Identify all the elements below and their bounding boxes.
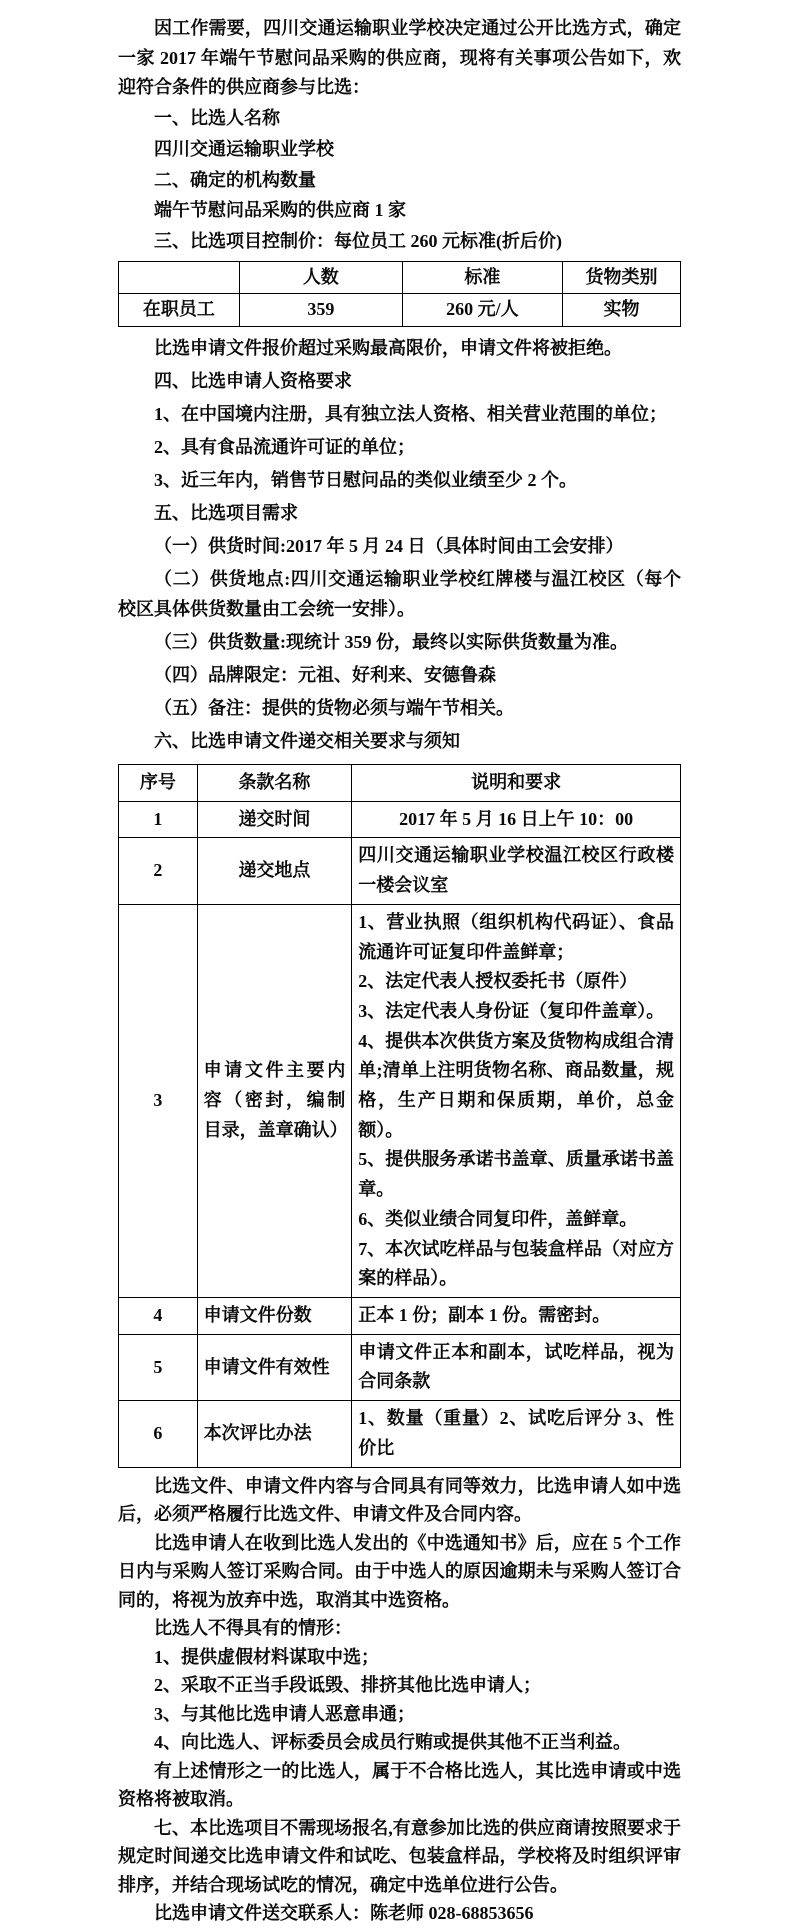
section-heading-5: 五、比选项目需求	[154, 503, 298, 524]
content-item-7: 7、本次试吃样品与包装盒样品（对应方案的样品）。	[358, 1238, 674, 1289]
clause-name-cell: 申请文件主要内容（密封，编制目录，盖章确认）	[197, 904, 352, 1297]
table-header-row	[119, 261, 681, 294]
closing-section	[118, 1472, 681, 1928]
clause-name-cell: 递交地点	[197, 838, 352, 904]
clause-header-cell: 条款名称	[197, 765, 352, 802]
prohibited-item-2: 2、采取不正当手段诋毁、排挤其他比选申请人；	[154, 1675, 541, 1695]
clause-name-cell: 申请文件份数	[197, 1297, 352, 1334]
clause-name-cell: 申请文件有效性	[197, 1334, 352, 1400]
contract-signing-paragraph: 比选申请人在收到比选人发出的《中选通知书》后，应在 5 个工作日内与采购人签订采购合同。由于中选人的原因逾期未与采购人签订合同的，将视为放弃中选，取消其中选资格。	[118, 1532, 681, 1610]
goods-type-header-cell: 货物类别	[562, 261, 680, 294]
table-row	[119, 801, 681, 838]
prohibited-item-4: 4、向比选人、评标委员会成员行贿或提供其他不正当利益。	[154, 1732, 631, 1752]
content-item-4: 4、提供本次供货方案及货物构成组合清单;清单上注明货物名称、商品数量，规格，生产日期和保质期，单价，总金额）。	[358, 1030, 674, 1140]
standard-header-cell: 标准	[402, 261, 562, 294]
prohibited-heading: 比选人不得具有的情形：	[154, 1618, 352, 1638]
empty-header-cell	[119, 261, 240, 294]
demand-item-3: （三）供货数量:现统计 359 份，最终以实际供货数量为准。	[154, 632, 628, 653]
content-item-2: 2、法定代表人授权委托书（原件）	[358, 971, 638, 992]
clause-desc-cell: 四川交通运输职业学校温江校区行政楼一楼会议室	[352, 838, 681, 904]
table-row	[119, 1334, 681, 1400]
demand-item-5: （五）备注：提供的货物必须与端午节相关。	[154, 698, 514, 719]
section-heading-3: 三、比选项目控制价：每位员工 260 元标准(折后价)	[154, 230, 562, 251]
section-heading-7: 七、本比选项目不需现场报名,有意参加比选的供应商请按照要求于规定时间递交比选申请文件和试吃、包装盒样品，学校将及时组织评审排序，并结合现场试吃的情况，确定中选单位进行公告。	[118, 1817, 681, 1895]
content-item-6: 6、类似业绩合同复印件，盖鲜章。	[358, 1208, 638, 1229]
section-heading-1: 一、比选人名称	[154, 108, 280, 129]
qualification-item-3: 3、近三年内，销售节日慰问品的类似业绩至少 2 个。	[154, 470, 577, 491]
row-no-cell: 5	[119, 1334, 198, 1400]
content-item-5: 5、提供服务承诺书盖章、质量承诺书盖章。	[358, 1149, 674, 1200]
row-no-cell: 3	[119, 904, 198, 1297]
standard-value-cell: 260 元/人	[402, 294, 562, 327]
content-item-1: 1、营业执照（组织机构代码证）、食品流通许可证复印件盖鲜章；	[358, 911, 674, 962]
goods-type-value-cell: 实物	[562, 294, 680, 327]
description-header-cell: 说明和要求	[352, 765, 681, 802]
table-row	[119, 904, 681, 1297]
price-limit-note: 比选申请文件报价超过采购最高限价，申请文件将被拒绝。	[154, 338, 622, 359]
prohibited-item-3: 3、与其他比选申请人恶意串通；	[154, 1703, 415, 1724]
row-no-cell: 1	[119, 801, 198, 838]
submission-requirements-table	[118, 764, 681, 1467]
clause-desc-cell: 1、数量（重量）2、试吃后评分 3、性价比	[352, 1401, 681, 1467]
clause-desc-cell: 正本 1 份；副本 1 份。需密封。	[352, 1297, 681, 1334]
intro-paragraph: 因工作需要，四川交通运输职业学校决定通过公开比选方式，确定一家 2017 年端午节慰问品采购的供应商，现将有关事项公告如下，欢迎符合条件的供应商参与比选：	[118, 18, 681, 98]
row-no-cell: 2	[119, 838, 198, 904]
disqualification-paragraph: 有上述情形之一的比选人，属于不合格比选人，其比选申请或中选资格将被取消。	[118, 1760, 681, 1809]
demand-item-1: （一）供货时间:2017 年 5 月 24 日（具体时间由工会安排）	[154, 536, 624, 557]
clause-name-cell: 本次评比办法	[197, 1401, 352, 1467]
qualification-item-2: 2、具有食品流通许可证的单位；	[154, 437, 415, 458]
buyer-name: 四川交通运输职业学校	[154, 138, 334, 159]
section-heading-2: 二、确定的机构数量	[154, 169, 316, 190]
validity-paragraph: 比选文件、申请文件内容与合同具有同等效力，比选申请人如中选后，必须严格履行比选文件、申请文件及合同内容。	[118, 1475, 681, 1524]
section-heading-6: 六、比选申请文件递交相关要求与须知	[154, 731, 460, 752]
intro-section	[118, 14, 681, 257]
prohibited-item-1: 1、提供虚假材料谋取中选；	[154, 1646, 379, 1667]
requirements-section	[118, 333, 681, 756]
table-row	[119, 838, 681, 904]
row-no-cell: 6	[119, 1401, 198, 1467]
headcount-value-cell: 359	[239, 294, 402, 327]
clause-name-cell: 递交时间	[197, 801, 352, 838]
table-row	[119, 1401, 681, 1467]
table-row	[119, 294, 681, 327]
headcount-header-cell: 人数	[239, 261, 402, 294]
demand-item-4: （四）品牌限定：元祖、好利来、安德鲁森	[154, 665, 496, 686]
row-no-cell: 4	[119, 1297, 198, 1334]
qualification-item-1: 1、在中国境内注册，具有独立法人资格、相关营业范围的单位；	[154, 404, 667, 425]
demand-item-2: （二）供货地点:四川交通运输职业学校红牌楼与温江校区（每个校区具体供货数量由工会统一安排）。	[118, 569, 681, 620]
no-header-cell: 序号	[119, 765, 198, 802]
section-heading-4: 四、比选申请人资格要求	[154, 371, 352, 392]
staff-label-cell: 在职员工	[119, 294, 240, 327]
clause-desc-cell	[352, 904, 681, 1297]
table-row	[119, 1297, 681, 1334]
control-price-table	[118, 261, 681, 327]
clause-desc-cell: 2017 年 5 月 16 日上午 10：00	[352, 801, 681, 838]
table-header-row	[119, 765, 681, 802]
content-item-3: 3、法定代表人身份证（复印件盖章）。	[358, 1000, 665, 1021]
clause-desc-cell: 申请文件正本和副本，试吃样品，视为合同条款	[352, 1334, 681, 1400]
contact-paragraph: 比选申请文件送交联系人：陈老师 028-68853656	[154, 1903, 534, 1923]
supplier-count: 端午节慰问品采购的供应商 1 家	[154, 200, 406, 221]
